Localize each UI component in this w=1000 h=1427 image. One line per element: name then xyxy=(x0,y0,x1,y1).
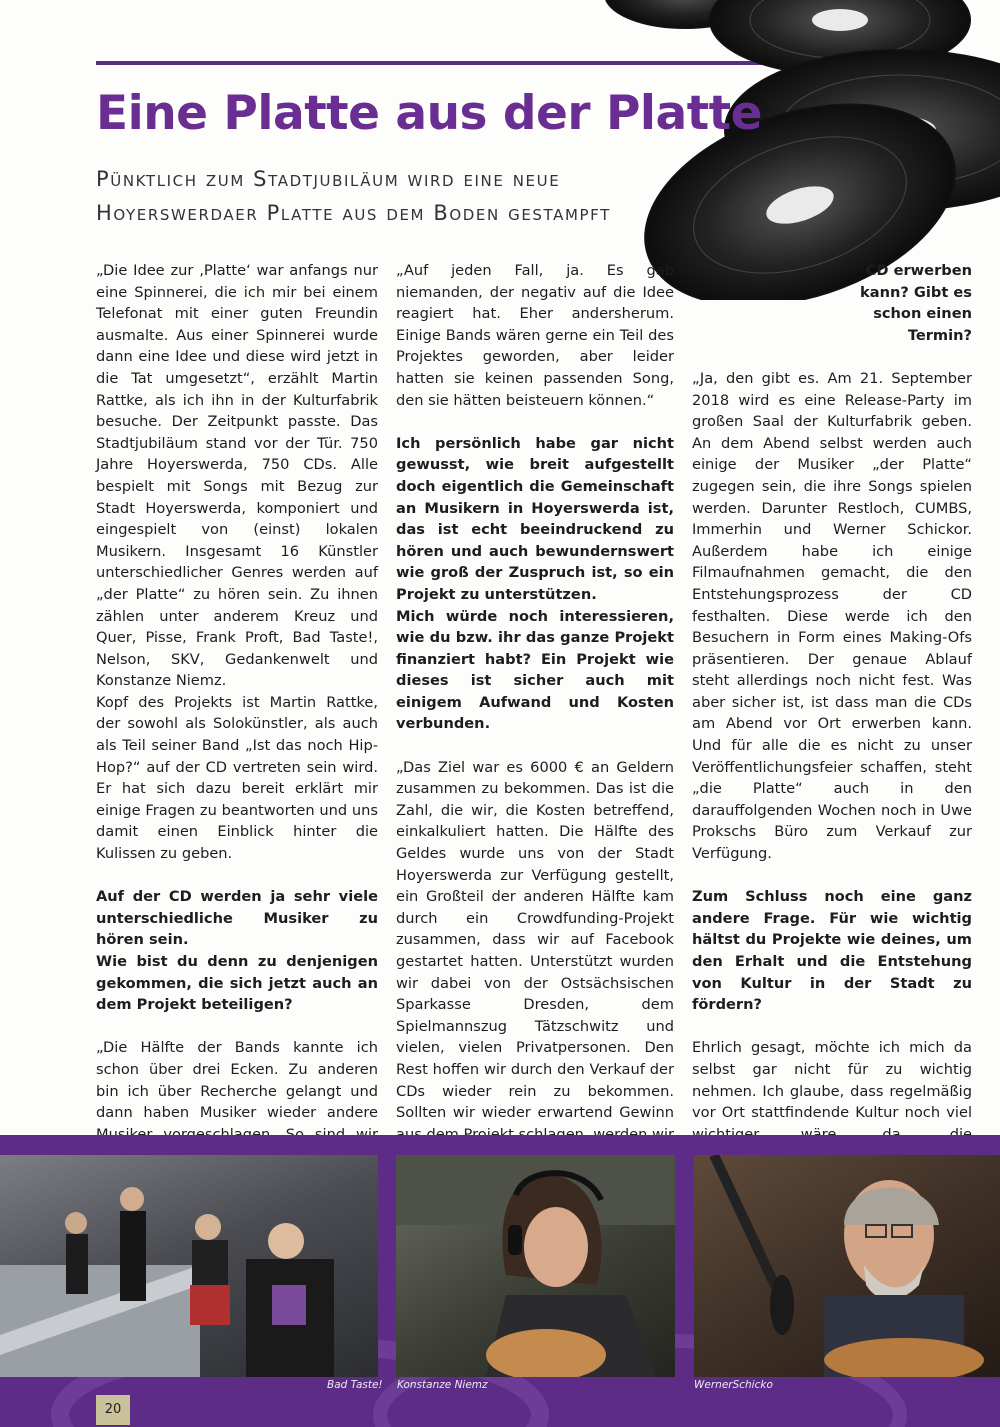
article-title: Eine Platte aus der Platte xyxy=(96,86,763,141)
interview-question: Wie bist du denn zu denjenigen gekommen, die sich jetzt auch an dem Projekt beteiligen? xyxy=(96,953,378,1014)
interview-question: Ich persönlich habe gar nicht gewusst, wie breit aufgestellt doch eigentlich die Gemeinschaft an Musikern in Hoyerswerda ist, das ist echt beeindruckend zu hören und auch bewundernswert wie groß der Zuspruch ist, so ein Projekt zu unterstützen. xyxy=(396,434,674,603)
photo-caption: Bad Taste! xyxy=(327,1379,383,1391)
interview-question: CD erwerben kann? Gibt es schon einen Termin? xyxy=(860,262,972,344)
photo-caption: Konstanze Niemz xyxy=(397,1379,488,1391)
interview-question: Zum Schluss noch eine ganz andere Frage. Für wie wichtig hältst du Projekte wie deines, um den Erhalt und die Entstehung von Kultur in der Stadt zu fördern? xyxy=(692,888,972,1014)
article-subtitle xyxy=(96,162,696,230)
interview-question: Mich würde noch interessieren, wie du bzw. ihr das ganze Projekt finanziert habt? Ein Projekt wie dieses ist sicher auch mit einigem Aufwand und Kosten verbunden. xyxy=(396,607,674,733)
photo-werner-schicko xyxy=(694,1155,1000,1377)
subtitle-line-1: Pünktlich zum Stadtjubiläum wird eine neue xyxy=(96,167,561,191)
paragraph: „Das Ziel war es 6000 € an Geldern zusammen zu bekommen. Das ist die Zahl, die wir, die Kosten betreffend, einkalkuliert hatten. Die Hälfte des Geldes wurde uns von der Stadt Hoyerswerda zur Verfügung gestellt, ein Großteil der anderen Hälfte kam durch ein Crowdfunding-Projekt zusammen, dass wir auf Facebook gestartet hatten. Unterstützt wurden wir dabei von der Ostsächsischen Sparkasse Dresden, dem Spielmannszug Tätzschwitz und vielen, vielen Privatpersonen. Den Rest hoffen wir durch den Verkauf der CDs wieder rein zu bekommen. Sollten wir wieder erwartend Gewinn xyxy=(396,758,674,1122)
photo-konstanze-niemz xyxy=(396,1155,675,1377)
photo-bad-taste xyxy=(0,1155,378,1377)
paragraph: „Die Idee zur ‚Platte‘ war anfangs nur eine Spinnerei, die ich mir bei einem Telefonat mit einer guten Freundin ausmalte. Aus einer Spinnerei wurde dann eine Idee und diese wird jetzt in die Tat umgesetzt“, erzählt Martin Rattke, als ich ihn in der Kulturfabrik besuche. Der Zeitpunkt passte. Das Stadtjubiläum stand vor der Tür. 750 Jahre Hoyerswerda, 750 CDs. Alle bespielt mit Songs mit Bezug zur Stadt Hoyerswerda, komponiert und eingespielt von (einst) lokalen Musikern. Insgesamt 16 Künstler unterschiedlicher Genres werden auf „der Platte“ zu hören sein. Zu ihnen zählen unter anderem Kreuz und Quer, Pisse, Frank Proft, Bad Taste!, Nelson, SKV, Gedankenwelt und Konstanze Niemz. xyxy=(96,262,378,690)
vinyl-records-illustration xyxy=(600,0,1000,300)
paragraph: „Ja, den gibt es. Am 21. September 2018 wird es eine Release-Party im großen Saal der Kulturfabrik geben. An dem Abend selbst werden auch einige der Musiker „der Platte“ zugegen sein, die ihre Songs spielen werden. Darunter Restloch, CUMBS, Immerhin und Werner Schickor. Außerdem habe ich einige Filmaufnahmen gemacht, die den Entstehungsprozess der CD festhalten. Diese werde ich den Besuchern in Form eines Making-Ofs präsentieren. Der genaue Ablauf steht allerdings noch nicht fest. Was aber sicher ist, ist dass man die CDs am Abend vor Ort erwerben kann. Und für alle die es nicht zu unser Veröffentlichungsfeier schaffen, steht „die Platte“ auch in den darauffolgenden Wochen noch in Uwe Prokschs Büro zum Verkauf zur Verfügung. xyxy=(692,369,972,863)
subtitle-line-2: Hoyerswerdaer Platte aus dem Boden gestampft xyxy=(96,201,611,225)
paragraph: „Auf jeden Fall, ja. Es gab niemanden, der negativ auf die Idee reagiert hat. Eher andersherum. Einige Bands wären gerne ein Teil des Projektes geworden, aber leider hatten sie keinen passenden Song, den sie hätten beisteuern können.“ xyxy=(396,262,674,409)
interview-question: Auf der CD werden ja sehr viele unterschiedliche Musiker zu hören sein. xyxy=(96,888,378,949)
photo-caption: WernerSchicko xyxy=(694,1379,773,1391)
paragraph: Kopf des Projekts ist Martin Rattke, der sowohl als Solokünstler, als auch als Teil seiner Band „Ist das noch Hip-Hop?“ auf der CD vertreten sein wird. Er hat sich dazu bereit erklärt mir einige Fragen zu beantworten und uns damit einen Einblick hinter die Kulissen zu geben. xyxy=(96,693,378,863)
paragraph: „Die Hälfte der Bands kannte ich schon über drei Ecken. Zu anderen bin ich über Recherche gelangt und dann haben Musiker wieder andere xyxy=(96,1039,378,1122)
paragraph: Ehrlich gesagt, möchte ich mich da selbst gar nicht für zu wichtig nehmen. Ich glaube, dass regelmäßig vor Ort stattfindende Kultur noch viel xyxy=(692,1039,972,1122)
page-number: 20 xyxy=(96,1395,130,1425)
